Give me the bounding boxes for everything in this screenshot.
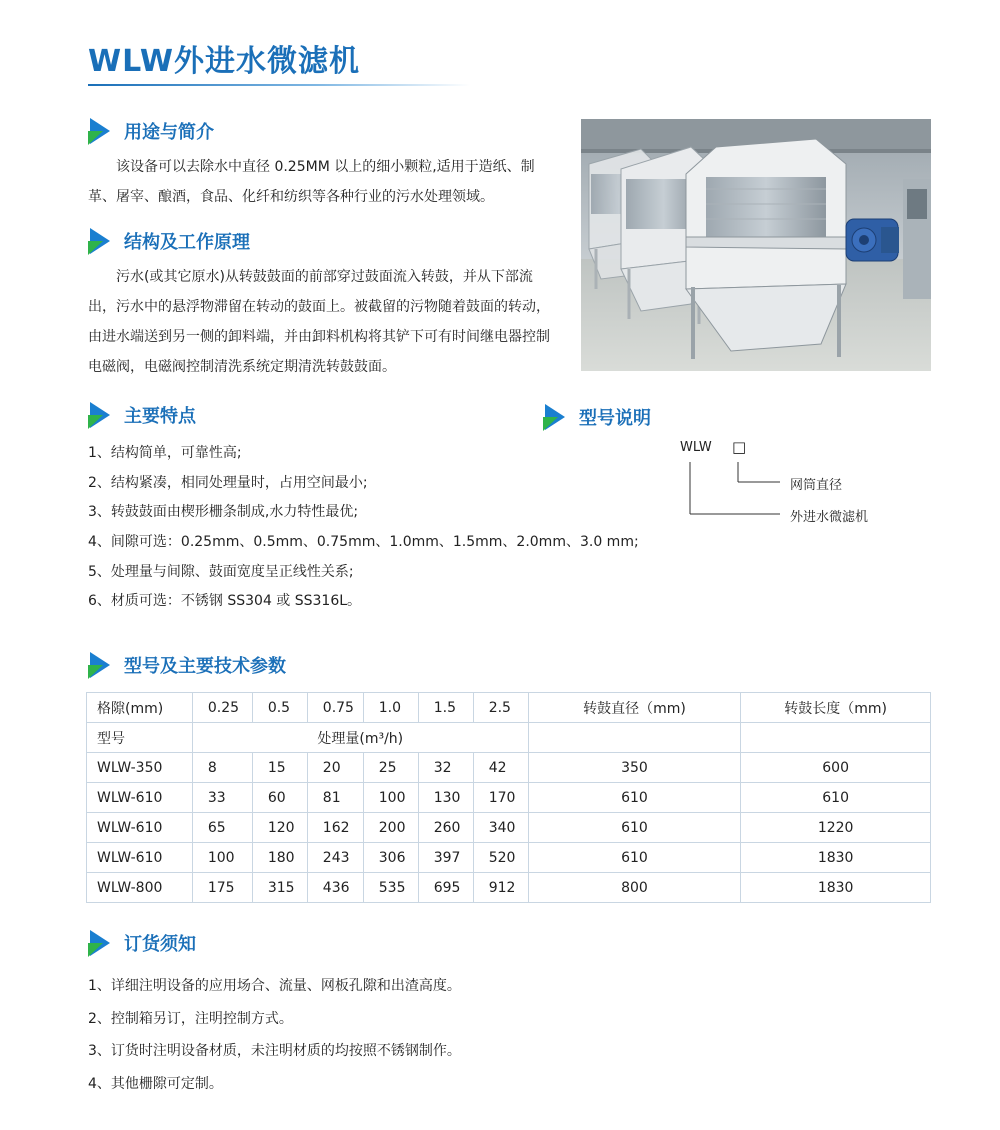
table-cell: WLW-610 (87, 843, 193, 873)
section-heading-label: 主要特点 (124, 406, 196, 427)
table-cell: WLW-610 (87, 813, 193, 843)
table-header-cell: 1.0 (363, 693, 418, 723)
list-item: 3、转鼓鼓面由楔形栅条制成,水力特性最优; (88, 504, 359, 521)
table-header-cell: 0.5 (252, 693, 307, 723)
table-cell: 535 (363, 873, 418, 903)
model-label-diameter: 网筒直径 (790, 478, 843, 493)
table-cell: WLW-610 (87, 783, 193, 813)
list-item: 1、详细注明设备的应用场合、流量、网板孔隙和出渣高度。 (88, 978, 461, 994)
table-cell (528, 723, 741, 753)
arrow-bullet-icon (88, 650, 116, 680)
table-cell: 315 (252, 873, 307, 903)
list-item: 4、间隙可选：0.25mm、0.5mm、0.75mm、1.0mm、1.5mm、2.0mm、3.0 mm; (88, 534, 639, 551)
features-list (88, 439, 639, 617)
table-cell: 350 (528, 753, 741, 783)
table-cell: 912 (473, 873, 528, 903)
arrow-bullet-icon (88, 116, 116, 146)
table-cell: 800 (528, 873, 741, 903)
table-subheader-row (87, 723, 931, 753)
ordering-list (88, 970, 461, 1100)
section-heading-features (88, 400, 196, 430)
table-cell: 162 (307, 813, 363, 843)
model-label-name: 外进水微滤机 (790, 510, 869, 525)
table-cell: 243 (307, 843, 363, 873)
table-header-row (87, 693, 931, 723)
table-row (87, 873, 931, 903)
section-heading-params (88, 650, 286, 680)
table-cell: 100 (192, 843, 252, 873)
list-item: 2、控制箱另订，注明控制方式。 (88, 1010, 293, 1027)
table-cell: 610 (528, 843, 741, 873)
arrow-bullet-icon (88, 400, 116, 430)
list-item: 5、处理量与间隙、鼓面宽度呈正线性关系; (88, 563, 354, 580)
model-code-diagram (670, 436, 910, 536)
table-cell: 32 (418, 753, 473, 783)
table-cell: 610 (741, 783, 931, 813)
table-cell: 65 (192, 813, 252, 843)
table-row (87, 753, 931, 783)
table-cell: 60 (252, 783, 307, 813)
table-header-cell: 转鼓直径（mm) (528, 693, 741, 723)
table-row (87, 783, 931, 813)
table-cell: 340 (473, 813, 528, 843)
table-cell: 200 (363, 813, 418, 843)
table-cell: 15 (252, 753, 307, 783)
table-header-cell: 0.25 (192, 693, 252, 723)
table-cell (741, 723, 931, 753)
table-cell: 306 (363, 843, 418, 873)
section-heading-label: 订货须知 (124, 934, 196, 955)
arrow-bullet-icon (543, 402, 571, 432)
table-cell: 25 (363, 753, 418, 783)
table-cell: 100 (363, 783, 418, 813)
table-cell: 180 (252, 843, 307, 873)
table-cell: 397 (418, 843, 473, 873)
table-cell: 610 (528, 813, 741, 843)
model-code-box: □ (732, 438, 747, 456)
table-cell: 42 (473, 753, 528, 783)
arrow-bullet-icon (88, 226, 116, 256)
table-cell: 695 (418, 873, 473, 903)
table-cell: 175 (192, 873, 252, 903)
table-header-cell: 格隙(mm) (87, 693, 193, 723)
section-heading-label: 用途与简介 (124, 122, 214, 143)
table-header-cell: 2.5 (473, 693, 528, 723)
table-cell: 436 (307, 873, 363, 903)
table-cell: 520 (473, 843, 528, 873)
spec-table (86, 692, 931, 903)
table-header-cell: 0.75 (307, 693, 363, 723)
table-cell: 120 (252, 813, 307, 843)
arrow-bullet-icon (88, 928, 116, 958)
page-title: WLW外进水微滤机 (88, 44, 360, 79)
title-underline (88, 84, 470, 86)
table-cell: 33 (192, 783, 252, 813)
table-cell: WLW-350 (87, 753, 193, 783)
section-heading-label: 结构及工作原理 (124, 232, 250, 253)
table-cell: 20 (307, 753, 363, 783)
table-cell: 260 (418, 813, 473, 843)
section-heading-ordering (88, 928, 196, 958)
table-row (87, 813, 931, 843)
section-heading-model (543, 402, 651, 432)
table-cell: 170 (473, 783, 528, 813)
table-cell: 130 (418, 783, 473, 813)
table-cell: 8 (192, 753, 252, 783)
product-photo (581, 119, 931, 371)
table-header-cell: 型号 (87, 723, 193, 753)
list-item: 4、其他栅隙可定制。 (88, 1075, 223, 1092)
table-cell: 610 (528, 783, 741, 813)
section-heading-structure (88, 226, 250, 256)
section-heading-label: 型号及主要技术参数 (124, 656, 286, 677)
section-heading-intro (88, 116, 214, 146)
table-cell: 1220 (741, 813, 931, 843)
structure-paragraph: 污水(或其它原水)从转鼓鼓面的前部穿过鼓面流入转鼓，并从下部流出，污水中的悬浮物滞留在转动的鼓面上。被截留的污物随着鼓面的转动，由进水端送到另一侧的卸料端，并由卸料机构将其铲下可有时间继电器控制电磁阀，电磁阀控制清洗系统定期清洗转鼓鼓面。 (88, 269, 550, 375)
table-header-cell: 转鼓长度（mm) (741, 693, 931, 723)
table-header-cell: 处理量(m³/h) (192, 723, 528, 753)
table-cell: 1830 (741, 843, 931, 873)
intro-paragraph: 该设备可以去除水中直径 0.25MM 以上的细小颗粒,适用于造纸、制革、屠宰、酿酒，食品、化纤和纺织等各种行业的污水处理领域。 (88, 159, 535, 205)
list-item: 3、订货时注明设备材质，未注明材质的均按照不锈钢制作。 (88, 1043, 461, 1059)
list-item: 1、结构简单，可靠性高; (88, 445, 242, 461)
table-cell: 1830 (741, 873, 931, 903)
list-item: 2、结构紧凑，相同处理量时，占用空间最小; (88, 474, 368, 491)
table-cell: 81 (307, 783, 363, 813)
table-header-cell: 1.5 (418, 693, 473, 723)
section-heading-label: 型号说明 (579, 408, 651, 429)
model-code-prefix: WLW (680, 440, 712, 455)
table-cell: WLW-800 (87, 873, 193, 903)
table-cell: 600 (741, 753, 931, 783)
list-item: 6、材质可选：不锈钢 SS304 或 SS316L。 (88, 593, 362, 610)
table-row (87, 843, 931, 873)
